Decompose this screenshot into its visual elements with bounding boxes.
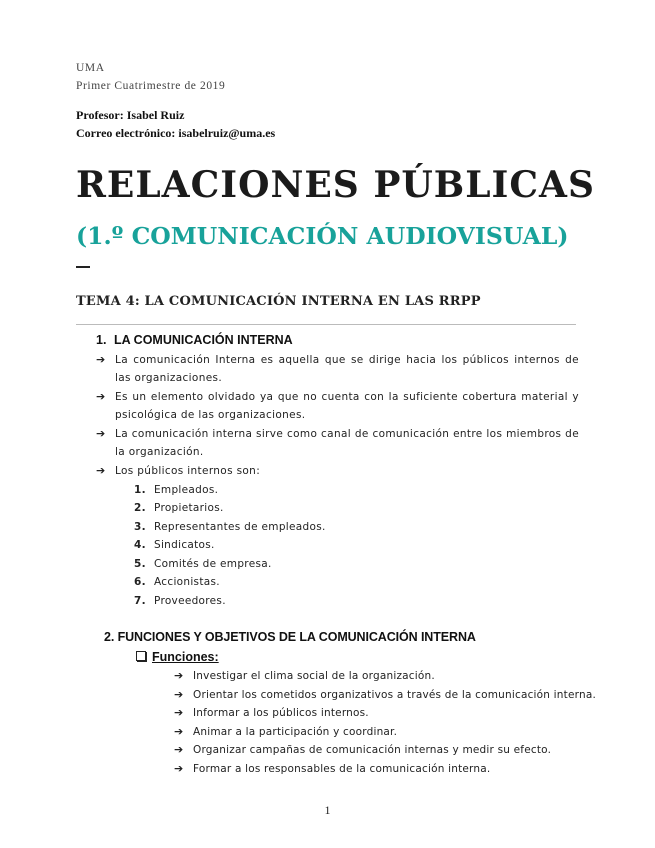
list-item [134, 499, 224, 517]
item-text: Proveedores. [154, 595, 226, 607]
bullet-text: Los públicos internos son: [115, 465, 261, 477]
arrow-icon: ➔ [96, 464, 106, 477]
arrow-icon: ➔ [174, 762, 184, 775]
section-1-number: 1. [96, 333, 107, 347]
list-item [174, 741, 551, 759]
arrow-icon: ➔ [174, 706, 184, 719]
functions-label: Funciones: [152, 650, 219, 664]
list-item [174, 667, 435, 685]
item-text: Organizar campañas de comunicación internas y medir su efecto. [193, 744, 552, 756]
list-item [134, 518, 326, 536]
arrow-icon: ➔ [96, 353, 106, 366]
bullet-text: Es un elemento olvidado ya que no cuenta con la suficiente cobertura material y psicológica de las organizaciones. [115, 391, 579, 421]
item-number: 2. [134, 502, 146, 514]
bullet-text: La comunicación Interna es aquella que se dirige hacia los públicos internos de las organizaciones. [115, 354, 579, 384]
list-item [174, 704, 369, 722]
item-text: Comités de empresa. [154, 558, 272, 570]
item-text: Accionistas. [154, 576, 220, 588]
item-text: Informar a los públicos internos. [193, 707, 369, 719]
checkbox-bullet-icon [136, 651, 146, 661]
arrow-icon: ➔ [96, 427, 106, 440]
list-item [134, 481, 218, 499]
bullet-item [96, 351, 579, 387]
arrow-icon: ➔ [174, 669, 184, 682]
arrow-icon: ➔ [96, 390, 106, 403]
functions-heading [136, 650, 219, 664]
item-text: Empleados. [154, 484, 219, 496]
list-item [174, 686, 596, 704]
item-text: Formar a los responsables de la comunicación interna. [193, 763, 491, 775]
item-text: Representantes de empleados. [154, 521, 326, 533]
list-item [174, 760, 490, 778]
email: Correo electrónico: isabelruiz@uma.es [76, 126, 276, 140]
arrow-icon: ➔ [174, 743, 184, 756]
item-text: Orientar los cometidos organizativos a través de la comunicación interna. [193, 689, 596, 701]
professor: Profesor: Isabel Ruiz [76, 108, 185, 122]
item-number: 4. [134, 539, 146, 551]
page-subtitle: (1.º COMUNICACIÓN AUDIOVISUAL) [76, 222, 569, 250]
arrow-icon: ➔ [174, 688, 184, 701]
section-1-heading [96, 333, 293, 347]
title-dash [76, 266, 90, 268]
divider [76, 324, 576, 325]
arrow-icon: ➔ [174, 725, 184, 738]
semester: Primer Cuatrimestre de 2019 [76, 80, 226, 92]
item-text: Investigar el clima social de la organización. [193, 670, 435, 682]
bullet-text: La comunicación interna sirve como canal de comunicación entre los miembros de la organización. [115, 428, 579, 458]
page-title: RELACIONES PÚBLICAS [76, 164, 595, 206]
list-item [134, 536, 215, 554]
section-2-heading: 2. FUNCIONES Y OBJETIVOS DE LA COMUNICACIÓN INTERNA [104, 630, 476, 644]
page-number: 1 [324, 803, 331, 817]
bullet-item [96, 425, 579, 461]
item-text: Animar a la participación y coordinar. [193, 726, 398, 738]
topic-heading: TEMA 4: LA COMUNICACIÓN INTERNA EN LAS RRPP [76, 294, 481, 309]
item-text: Sindicatos. [154, 539, 215, 551]
item-number: 7. [134, 595, 146, 607]
item-number: 5. [134, 558, 146, 570]
institution: UMA [76, 62, 105, 74]
list-item [134, 592, 226, 610]
list-item [174, 723, 397, 741]
item-number: 1. [134, 484, 146, 496]
item-number: 6. [134, 576, 146, 588]
item-text: Propietarios. [154, 502, 224, 514]
section-1-title: LA COMUNICACIÓN INTERNA [114, 333, 293, 347]
list-item [134, 573, 220, 591]
bullet-item [96, 388, 579, 424]
list-item [134, 555, 272, 573]
item-number: 3. [134, 521, 146, 533]
bullet-item [96, 462, 579, 480]
